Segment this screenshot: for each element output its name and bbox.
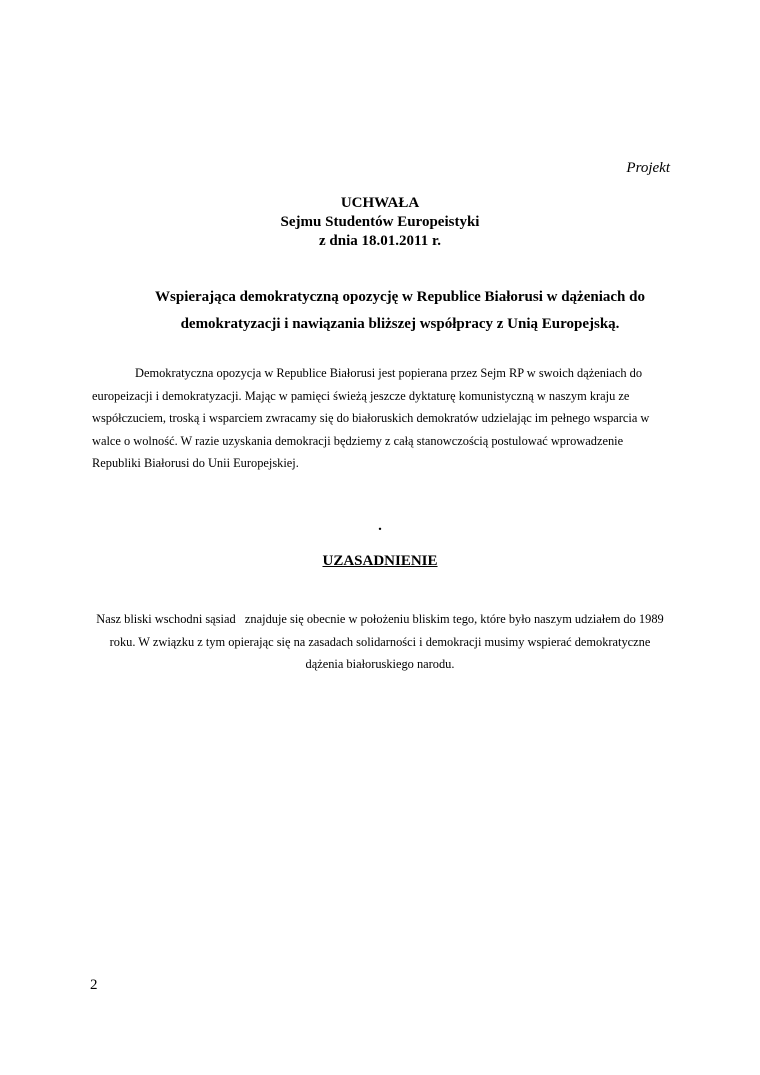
resolution-title-line: demokratyzacji i nawiązania bliższej współpracy z Unią Europejską.	[180, 316, 620, 332]
justification-heading: UZASADNIENIE	[322, 553, 438, 569]
page-number: 2	[90, 977, 98, 993]
justification-line: roku. W związku z tym opierając się na zasadach solidarności i demokracji musimy wspierać demokratyczne	[109, 634, 651, 649]
draft-label: Projekt	[626, 160, 670, 176]
body-paragraph	[92, 362, 672, 475]
body-line: walce o wolność. W razie uzyskania demokracji będziemy z całą stanowczością postulować wprowadzenie	[92, 433, 624, 448]
resolution-title-line: Wspierająca demokratyczną opozycję w Republice Białorusi w dążeniach do	[155, 289, 645, 305]
body-line: europeizacji i demokratyzacji. Mając w pamięci świeżą jeszcze dyktaturę komunistyczną w naszym kraju ze	[92, 388, 630, 403]
header-title: UCHWAŁA	[340, 195, 420, 211]
justification-line: dążenia białoruskiego narodu.	[305, 657, 455, 672]
resolution-header	[0, 194, 760, 251]
header-date: z dnia 18.01.2011 r.	[319, 233, 441, 249]
justification-text	[0, 608, 760, 676]
resolution-title	[100, 284, 700, 338]
body-line: współczuciem, troską i wsparciem zwracamy się do białoruskich demokratów udzielając im pełnego wsparcia w	[92, 411, 650, 426]
body-line: Republiki Białorusi do Unii Europejskiej.	[92, 456, 299, 471]
separator-dot: .	[378, 518, 382, 534]
body-line: Demokratyczna opozycja w Republice Białorusi jest popierana przez Sejm RP w swoich dążeniach do	[135, 366, 643, 380]
header-issuer: Sejmu Studentów Europeistyki	[280, 214, 480, 230]
justification-line: Nasz bliski wschodni sąsiad znajduje się obecnie w położeniu bliskim tego, które było naszym udziałem do 1989	[96, 612, 664, 626]
